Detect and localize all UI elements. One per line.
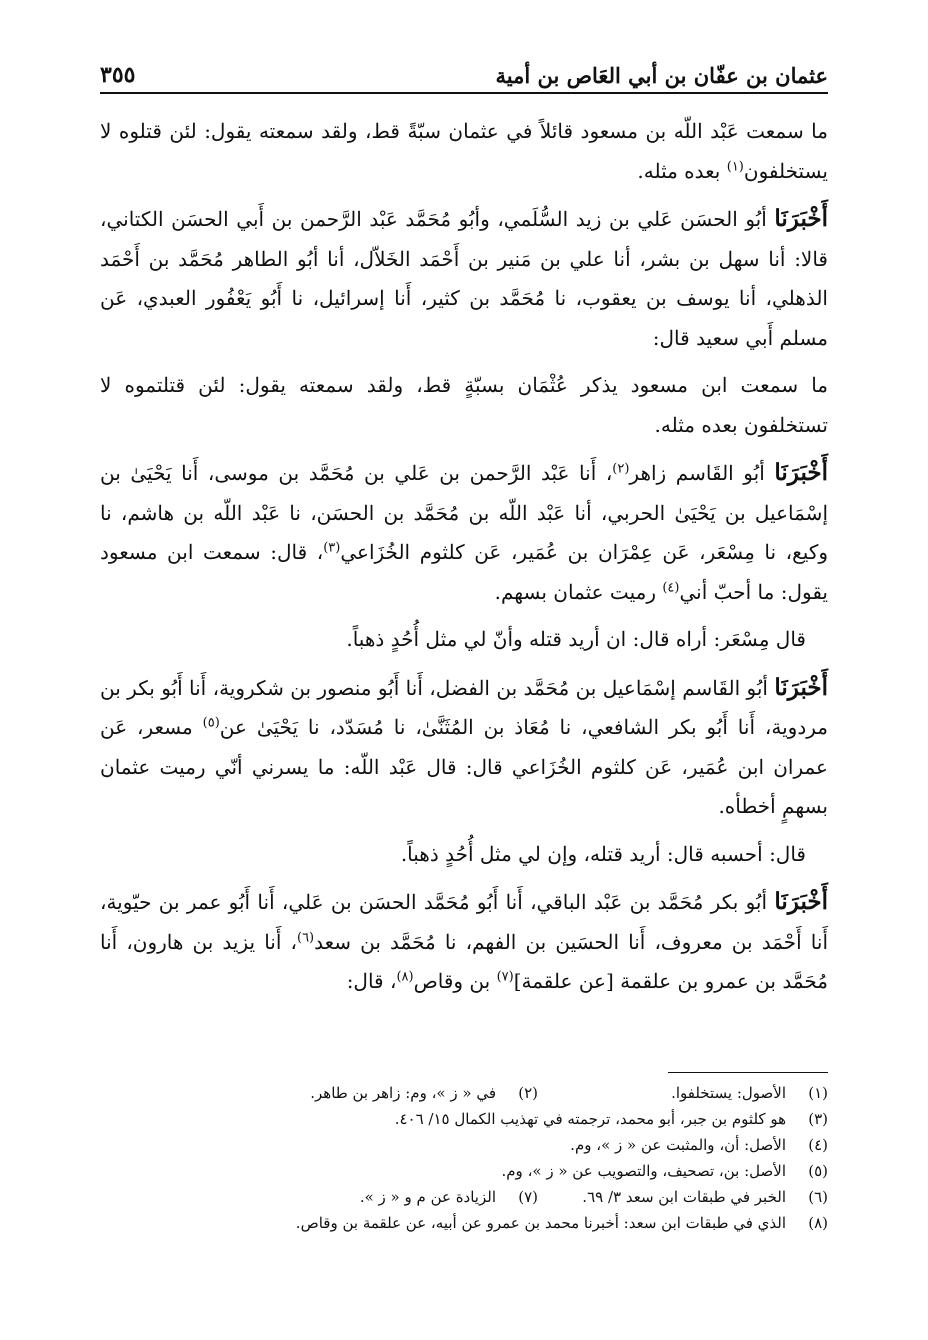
footnote-reference: (٥) [202,715,220,731]
footnote-text: الزيادة عن م و « ز ». [359,1188,496,1206]
footnote-reference: (٣) [323,540,341,556]
paragraph [100,453,828,612]
paragraph-text: ، قال: سمعت ابن مسعود يقول: ما أحبّ أني [100,540,828,604]
isnad-lead-word: أَخْبَرَنَا [774,205,828,232]
paragraph-text: مسعر، عَن عمران ابن عُمَير، عَن كلثوم الخُزَاعي قال: قال عَبْد اللّه: ما يسرني أنّي رميت عثمان بسهمٍ أخطأه. [100,715,828,818]
footnote-line [100,1210,828,1236]
footnote-number: (٢) [518,1084,538,1102]
main-text [100,112,828,1010]
footnote-reference: (٧) [496,969,514,985]
paragraph-text: بن وقاص [413,969,497,993]
footnote [538,1184,828,1210]
footnote-text: الخبر في طبقات ابن سعد ٣/ ٦٩. [582,1188,786,1206]
paragraph-text: ، أَنا يزيد بن هارون، أَنا مُحَمَّد بن عمرو بن علقمة [عن علقمة] [100,929,828,993]
footnote-text: في « ز »، وم: زاهر بن طاهر. [310,1084,496,1102]
footnote-separator [668,1072,828,1073]
footnote [538,1080,828,1106]
footnote-number: (٥) [808,1162,828,1180]
footnote-reference: (١) [726,158,744,174]
footnote [360,1184,538,1210]
paragraph [100,668,828,827]
paragraph [100,835,828,875]
paragraph-text: ما سمعت عَبْد اللّه بن مسعود قائلاً في عثمان سبّةً قط، ولقد سمعته يقول: لئن قتلوه لا يستخلفون [100,119,828,183]
footnote-number: (٣) [808,1110,828,1128]
running-header-title: عثمان بن عفّان بن أبي العَاص بن أمية [495,63,828,88]
footnote-line [100,1106,828,1132]
footnote-line [100,1158,828,1184]
isnad-lead-word: أَخْبَرَنَا [774,888,828,915]
footnote-number: (٦) [808,1188,828,1206]
footnote-text: هو كلثوم بن جبر، أبو محمد، ترجمته في تهذيب الكمال ١٥/ ٤٠٦. [394,1110,786,1128]
paragraph-text: رميت عثمان بسهم. [494,579,663,604]
paragraph [100,112,828,191]
paragraph-text: ، أَنا عَبْد الرَّحمن بن عَلي بن مُحَمَّد بن موسى، أَنا يَحْيَىٰ بن إسْمَاعيل بن يَحْيَىٰ الحربي، أنا عَبْد اللّه بن مُحَمَّد بن الحسَن، نا عَبْد اللّه بن هاشم، نا وكيع، نا مِسْعَر، عَن عِمْرَان بن عُمَير، عَن كلثوم الخُزَاعي [100,461,828,564]
running-header [100,48,828,88]
paragraph-text: ، قال: [346,969,397,993]
footnote-number: (٨) [808,1214,828,1232]
footnote-text: الأصول: يستخلفوا. [671,1084,786,1102]
footnote-reference: (٢) [612,461,630,477]
footnote [395,1106,828,1132]
paragraph [100,882,828,1002]
header-rule [100,92,828,94]
isnad-lead-word: أَخْبَرَنَا [774,673,828,701]
footnotes [100,1080,828,1236]
paragraph-text: أبُو القَاسم زاهر [629,461,775,485]
footnote-reference: (٤) [662,579,680,595]
paragraph-text: أبُو القَاسم إسْمَاعيل بن مُحَمَّد بن الفضل، أَنا أَبُو منصور بن شكروية، أَنا أَبُو بكر بن مردوية، أَنا أَبُو بكر الشافعي، نا مُعَاذ بن المُثَنَّىٰ، نا مُسَدّد، نا يَحْيَىٰ عن [100,675,828,739]
footnote [570,1132,828,1158]
footnote [296,1210,828,1236]
footnote-line [100,1184,828,1210]
footnote [502,1158,829,1184]
footnote-text: الذي في طبقات ابن سعد: أخبرنا محمد بن عمرو عن أبيه، عن علقمة بن وقاص. [295,1214,786,1232]
paragraph-text: قال: أحسبه قال: أريد قتله، وإن لي مثل أُحُدٍ ذهباً. [400,841,806,866]
footnote-number: (٤) [808,1136,828,1154]
paragraph-text: أبُو الحسَن عَلي بن زيد السُّلَمي، وأبُو مُحَمَّد عَبْد الرَّحمن بن أَبي الحسَن الكتاني، قالا: أنا سهل بن بشر، أنا علي بن مَنير بن أَحْمَد الخَلاّل، أنا أبُو الطاهر مُحَمَّد بن أَحْمَد الذهلي، أنا يوسف بن يعقوب، نا مُحَمَّد بن كثير، أَنا إسرائيل، نا أَبُو يَعْفُور العبدي، عَن مسلم أَبي سعيد قال: [100,207,828,350]
paragraph-text: ما سمعت ابن مسعود يذكر عُثْمَان بسبّةٍ قط، ولقد سمعته يقول: لئن قتلتموه لا تستخلفون بعده مثله. [100,373,828,437]
footnote [310,1080,538,1106]
footnote-text: الأصل: بن، تصحيف، والتصويب عن « ز »، وم. [501,1162,786,1180]
footnote-reference: (٦) [296,929,315,945]
paragraph [100,620,828,660]
paragraph [100,366,828,445]
footnote-reference: (٨) [396,969,414,985]
paragraph [100,199,828,358]
footnote-text: الأصل: أن، والمثبت عن « ز »، وم. [570,1136,786,1154]
footnote-number: (١) [808,1084,828,1102]
isnad-lead-word: أَخْبَرَنَا [774,459,828,486]
footnote-number: (٧) [518,1188,538,1206]
paragraph-text: أبُو بكر مُحَمَّد بن عَبْد الباقي، أَنا أَبُو مُحَمَّد الحسَن بن عَلي، أَنا أَبُو عمر بن حيّوية، أَنا أَحْمَد بن معروف، أَنا الحسَين بن الفهم، نا مُحَمَّد بن سعد [100,890,828,954]
paragraph-text: بعده مثله. [637,158,727,183]
footnote-line [100,1132,828,1158]
footnote-line [100,1080,828,1106]
paragraph-text: قال مِسْعَر: أراه قال: ان أريد قتله وأنّ لي مثل أُحُدٍ ذهباً. [346,627,806,651]
page-number: ٣٥٥ [100,62,136,88]
